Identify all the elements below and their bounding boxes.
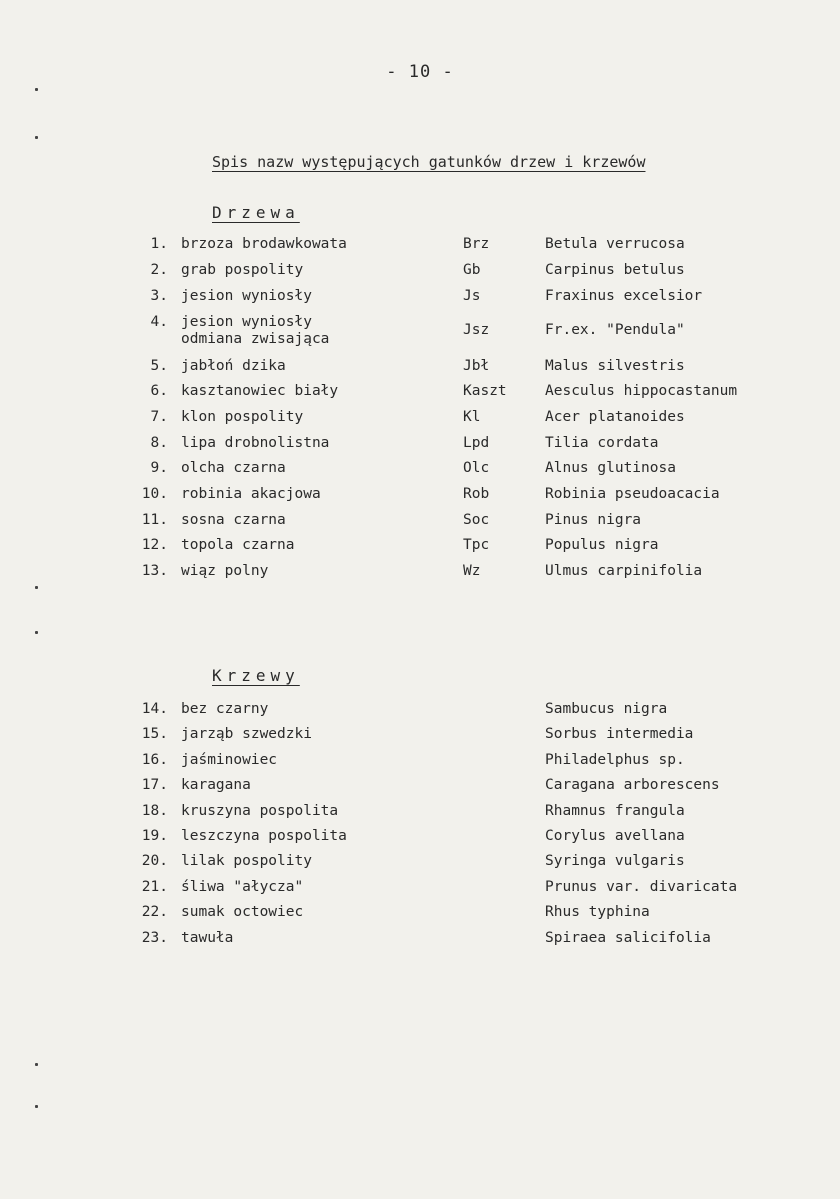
polish-name: grab pospolity [181, 262, 304, 278]
latin-name: Pinus nigra [545, 512, 642, 528]
latin-name: Syringa vulgaris [545, 853, 685, 869]
margin-mark [35, 136, 38, 139]
item-number: 6. [150, 383, 168, 399]
list-item [0, 383, 840, 407]
trees-heading: Drzewa [212, 203, 300, 222]
latin-name: Corylus avellana [545, 828, 685, 844]
list-item [0, 262, 840, 286]
list-item [0, 460, 840, 484]
polish-name-line-1: jesion wyniosły [181, 314, 312, 330]
polish-name: sumak octowiec [181, 904, 304, 920]
item-number: 7. [150, 409, 168, 425]
item-number: 19. [141, 828, 168, 844]
list-item [0, 777, 840, 801]
polish-name: lipa drobnolistna [181, 435, 330, 451]
list-item [0, 803, 840, 827]
item-number: 1. [150, 236, 168, 252]
list-item [0, 537, 840, 561]
latin-name: Rhus typhina [545, 904, 650, 920]
shrubs-heading: Krzewy [212, 666, 300, 685]
abbreviation: Jbł [463, 358, 490, 374]
latin-name: Malus silvestris [545, 358, 685, 374]
polish-name: sosna czarna [181, 512, 286, 528]
item-number: 16. [141, 752, 168, 768]
item-number: 3. [150, 288, 168, 304]
abbreviation: Jsz [463, 322, 490, 338]
list-item [0, 288, 840, 312]
margin-mark [35, 1105, 38, 1108]
page-number: - 10 - [386, 62, 454, 82]
latin-name: Sorbus intermedia [545, 726, 694, 742]
list-item [0, 563, 840, 587]
list-item [0, 853, 840, 877]
abbreviation: Olc [463, 460, 490, 476]
list-item [0, 358, 840, 382]
polish-name [181, 314, 329, 348]
latin-name: Betula verrucosa [545, 236, 685, 252]
item-number: 9. [150, 460, 168, 476]
polish-name: robinia akacjowa [181, 486, 321, 502]
item-number: 8. [150, 435, 168, 451]
list-item [0, 904, 840, 928]
item-number: 17. [141, 777, 168, 793]
margin-mark [35, 631, 38, 634]
item-number: 11. [141, 512, 168, 528]
item-number: 5. [150, 358, 168, 374]
polish-name: jarząb szwedzki [181, 726, 312, 742]
latin-name: Philadelphus sp. [545, 752, 685, 768]
latin-name: Rhamnus frangula [545, 803, 685, 819]
abbreviation: Js [463, 288, 481, 304]
latin-name: Fr.ex. "Pendula" [545, 322, 685, 338]
polish-name: leszczyna pospolita [181, 828, 347, 844]
list-item [0, 701, 840, 725]
margin-mark [35, 1063, 38, 1066]
abbreviation: Tpc [463, 537, 490, 553]
polish-name: kasztanowiec biały [181, 383, 339, 399]
page-title: Spis nazw występujących gatunków drzew i krzewów [212, 153, 646, 171]
latin-name: Ulmus carpinifolia [545, 563, 703, 579]
item-number: 22. [141, 904, 168, 920]
latin-name: Aesculus hippocastanum [545, 383, 738, 399]
polish-name-line-2: odmiana zwisająca [181, 331, 330, 347]
polish-name: jaśminowiec [181, 752, 278, 768]
polish-name: klon pospolity [181, 409, 304, 425]
latin-name: Tilia cordata [545, 435, 659, 451]
margin-mark [35, 88, 38, 91]
list-item [0, 435, 840, 459]
polish-name: tawuła [181, 930, 234, 946]
item-number: 20. [141, 853, 168, 869]
polish-name: brzoza brodawkowata [181, 236, 347, 252]
latin-name: Caragana arborescens [545, 777, 720, 793]
list-item [0, 726, 840, 750]
polish-name: jabłoń dzika [181, 358, 286, 374]
item-number: 4. [150, 314, 168, 330]
list-item [0, 879, 840, 903]
list-item [0, 752, 840, 776]
latin-name: Prunus var. divaricata [545, 879, 738, 895]
polish-name: topola czarna [181, 537, 295, 553]
list-item [0, 828, 840, 852]
latin-name: Populus nigra [545, 537, 659, 553]
polish-name: kruszyna pospolita [181, 803, 339, 819]
polish-name: jesion wyniosły [181, 288, 312, 304]
item-number: 2. [150, 262, 168, 278]
item-number: 14. [141, 701, 168, 717]
item-number: 12. [141, 537, 168, 553]
item-number: 10. [141, 486, 168, 502]
abbreviation: Soc [463, 512, 490, 528]
polish-name: lilak pospolity [181, 853, 312, 869]
latin-name: Carpinus betulus [545, 262, 685, 278]
list-item [0, 512, 840, 536]
latin-name: Alnus glutinosa [545, 460, 676, 476]
list-item [0, 930, 840, 954]
latin-name: Acer platanoides [545, 409, 685, 425]
item-number: 21. [141, 879, 168, 895]
abbreviation: Kaszt [463, 383, 507, 399]
polish-name: bez czarny [181, 701, 269, 717]
item-number: 13. [141, 563, 168, 579]
list-item [0, 409, 840, 433]
latin-name: Sambucus nigra [545, 701, 668, 717]
abbreviation: Kl [463, 409, 481, 425]
abbreviation: Brz [463, 236, 490, 252]
abbreviation: Lpd [463, 435, 490, 451]
abbreviation: Gb [463, 262, 481, 278]
latin-name: Spiraea salicifolia [545, 930, 711, 946]
abbreviation: Wz [463, 563, 481, 579]
polish-name: olcha czarna [181, 460, 286, 476]
list-item [0, 486, 840, 510]
list-item [0, 236, 840, 260]
polish-name: karagana [181, 777, 251, 793]
list-item [0, 314, 840, 347]
item-number: 18. [141, 803, 168, 819]
polish-name: śliwa "ałycza" [181, 879, 304, 895]
item-number: 23. [141, 930, 168, 946]
abbreviation: Rob [463, 486, 490, 502]
item-number: 15. [141, 726, 168, 742]
latin-name: Fraxinus excelsior [545, 288, 703, 304]
polish-name: wiąz polny [181, 563, 269, 579]
margin-mark [35, 586, 38, 589]
latin-name: Robinia pseudoacacia [545, 486, 720, 502]
